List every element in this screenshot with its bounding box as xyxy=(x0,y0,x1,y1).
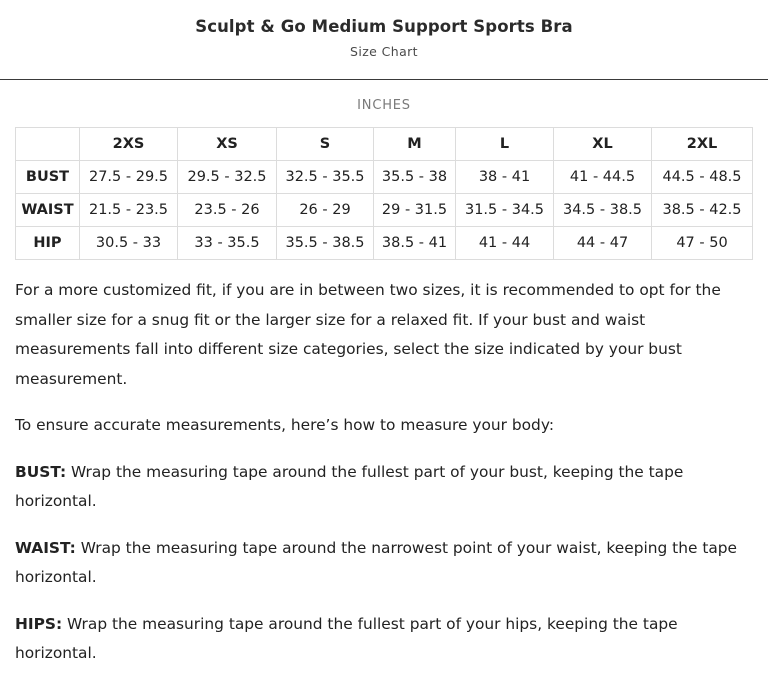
table-cell: 29 - 31.5 xyxy=(374,194,456,227)
table-cell: 44 - 47 xyxy=(554,227,652,260)
table-cell: 33 - 35.5 xyxy=(178,227,277,260)
table-cell: 44.5 - 48.5 xyxy=(652,161,753,194)
measure-intro: To ensure accurate measurements, here’s how to measure your body: xyxy=(15,416,554,434)
row-header: HIP xyxy=(16,227,80,260)
unit-label: INCHES xyxy=(357,98,411,113)
column-header: S xyxy=(277,128,374,161)
column-header: XS xyxy=(178,128,277,161)
modal-header xyxy=(0,0,768,80)
table-cell: 38 - 41 xyxy=(456,161,554,194)
row-header: BUST xyxy=(16,161,80,194)
table-cell: 38.5 - 42.5 xyxy=(652,194,753,227)
instruction-label: WAIST: xyxy=(15,538,76,557)
instruction-text: Wrap the measuring tape around the fullest part of your bust, keeping the tape horizontal. xyxy=(15,462,684,510)
size-guide-content xyxy=(15,276,755,686)
instruction-label: BUST: xyxy=(15,462,67,481)
page-subtitle: Size Chart xyxy=(350,44,418,59)
page-title: Sculpt & Go Medium Support Sports Bra xyxy=(195,17,573,36)
table-cell: 29.5 - 32.5 xyxy=(178,161,277,194)
instruction-label: HIPS: xyxy=(15,614,63,633)
table-row xyxy=(16,194,753,227)
row-header: WAIST xyxy=(16,194,80,227)
table-cell: 34.5 - 38.5 xyxy=(554,194,652,227)
table-header-row xyxy=(16,128,753,161)
table-cell: 26 - 29 xyxy=(277,194,374,227)
column-header: M xyxy=(374,128,456,161)
table-cell: 41 - 44.5 xyxy=(554,161,652,194)
column-header: XL xyxy=(554,128,652,161)
table-cell: 27.5 - 29.5 xyxy=(80,161,178,194)
column-header: L xyxy=(456,128,554,161)
instruction-waist xyxy=(15,534,755,593)
instruction-text: Wrap the measuring tape around the narrowest point of your waist, keeping the tape horizontal. xyxy=(15,538,738,586)
table-cell: 41 - 44 xyxy=(456,227,554,260)
table-cell: 38.5 - 41 xyxy=(374,227,456,260)
column-header: 2XL xyxy=(652,128,753,161)
table-cell: 35.5 - 38 xyxy=(374,161,456,194)
table-cell: 35.5 - 38.5 xyxy=(277,227,374,260)
table-row xyxy=(16,227,753,260)
instruction-text: Wrap the measuring tape around the fullest part of your hips, keeping the tape horizontal. xyxy=(15,614,678,662)
table-cell: 47 - 50 xyxy=(652,227,753,260)
table-cell: 30.5 - 33 xyxy=(80,227,178,260)
instruction-hips xyxy=(15,610,755,669)
column-header: 2XS xyxy=(80,128,178,161)
table-row xyxy=(16,161,753,194)
fit-note: For a more customized fit, if you are in between two sizes, it is recommended to opt for the smaller size for a snug fit or the larger size for a relaxed fit. If your bust and waist measurements fall into different size categories, select the size indicated by your bust measurement. xyxy=(15,281,721,388)
size-chart-table xyxy=(15,127,753,260)
table-cell: 23.5 - 26 xyxy=(178,194,277,227)
column-header xyxy=(16,128,80,161)
table-cell: 31.5 - 34.5 xyxy=(456,194,554,227)
table-cell: 21.5 - 23.5 xyxy=(80,194,178,227)
instruction-bust xyxy=(15,458,755,517)
table-cell: 32.5 - 35.5 xyxy=(277,161,374,194)
